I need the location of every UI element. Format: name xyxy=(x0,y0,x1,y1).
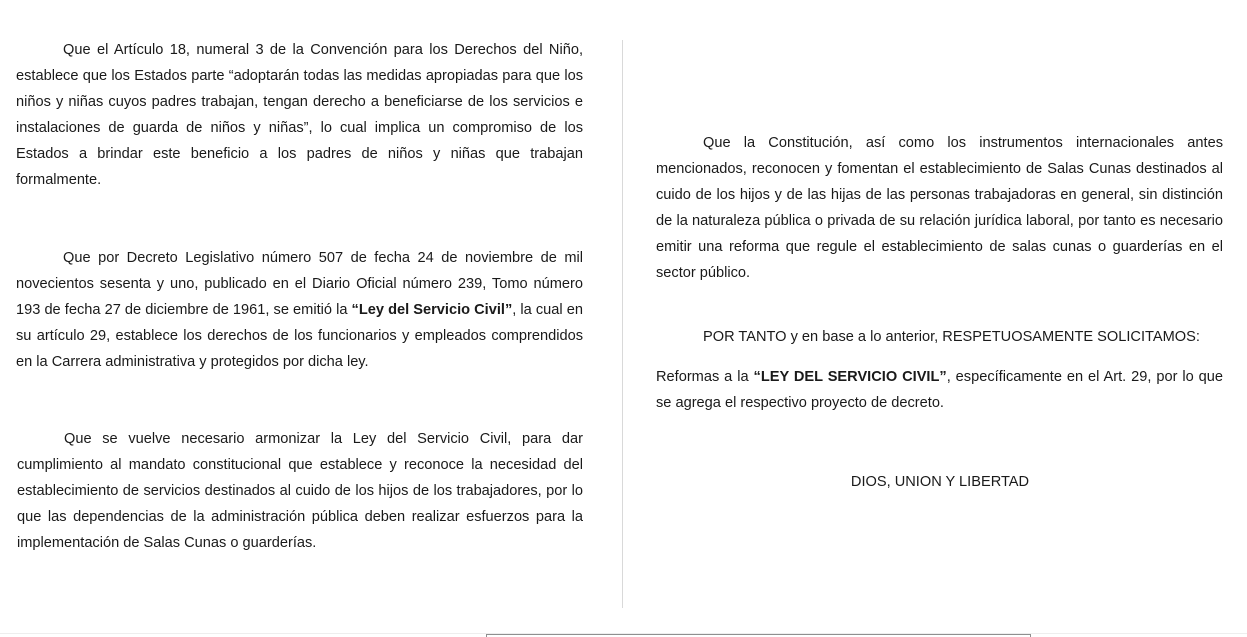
column-divider xyxy=(622,40,623,608)
right-column xyxy=(656,130,1223,495)
paragraph-armonizar-ley: Que se vuelve necesario armonizar la Ley del Servicio Civil, para dar cumplimiento al mandato constitucional que establece y reconoce la necesidad del establecimiento de servicios destinados al cuido de los hijos de los trabajadores, por lo que las dependencias de la administración pública deben realizar esfuerzos para la implementación de Salas Cunas o guarderías. xyxy=(17,431,583,551)
left-column xyxy=(16,37,583,556)
paragraph-text: , la cual en su artículo 29, establece los derechos de los funcionarios y empleados comprendidos en la Carrera administrativa y protegidos por dicha ley. xyxy=(16,302,583,370)
paragraph-text: Que por Decreto Legislativo número 507 de fecha 24 de noviembre de mil novecientos sesenta y uno, publicado en el Diario Oficial número 239, Tomo número 193 de fecha 27 de diciembre de 1961, se emitió la xyxy=(16,250,583,318)
paragraph-text: , específicamente en el Art. 29, por lo que se agrega el respectivo proyecto de decreto. xyxy=(656,369,1223,411)
paragraph-text: Reformas a la xyxy=(656,369,754,385)
paragraph-convencion-derechos-nino: Que el Artículo 18, numeral 3 de la Convención para los Derechos del Niño, establece que los Estados parte “adoptarán todas las medidas apropiadas para que los niños y niñas cuyos padres trabajan, tengan derecho a beneficiarse de los servicios e instalaciones de guarda de niños y niñas”, lo cual implica un compromiso de los Estados a brindar este beneficio a los padres de niños y niñas que trabajan formalmente. xyxy=(16,42,583,188)
law-title-bold: “Ley del Servicio Civil” xyxy=(351,302,513,318)
paragraph-decreto-legislativo xyxy=(16,245,583,375)
closing-motto: DIOS, UNION Y LIBERTAD xyxy=(850,474,1030,490)
paragraph-por-tanto: POR TANTO y en base a lo anterior, RESPETUOSAMENTE SOLICITAMOS: xyxy=(703,329,1200,345)
paragraph-constitucion: Que la Constitución, así como los instrumentos internacionales antes mencionados, reconocen y fomentan el establecimiento de Salas Cunas destinados al cuido de los hijos y de las hijas de las personas trabajadoras en general, sin distinción de la naturaleza pública o privada de su relación jurídica laboral, por tanto es necesario emitir una reforma que regule el establecimiento de salas cunas o guarderías en el sector público. xyxy=(656,135,1223,281)
law-title-bold: “LEY DEL SERVICIO CIVIL” xyxy=(753,369,947,385)
paragraph-reformas xyxy=(656,364,1223,416)
